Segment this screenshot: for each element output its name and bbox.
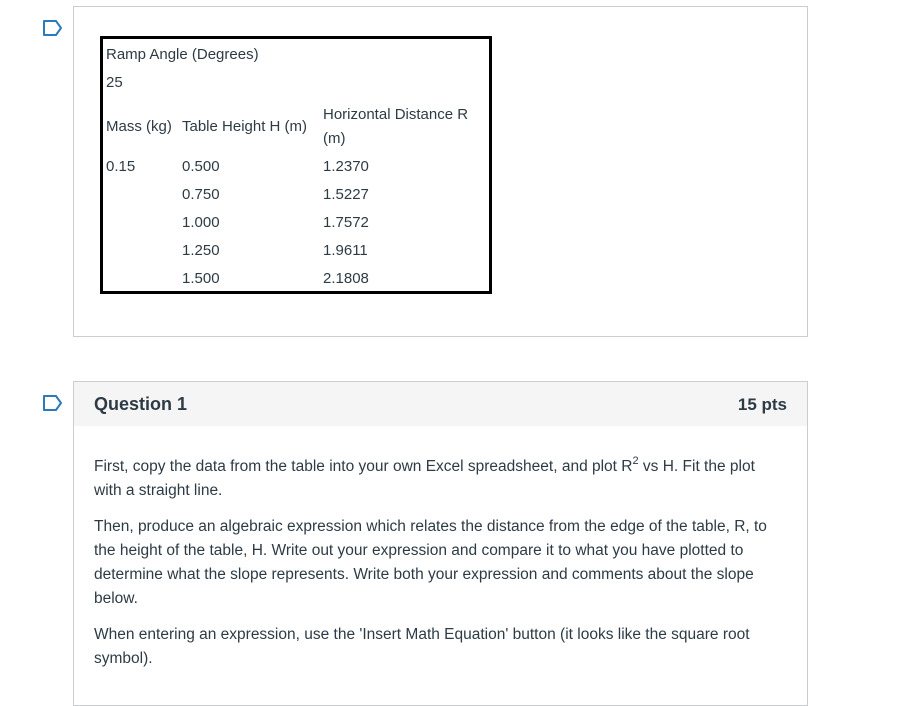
question-text [94,455,774,683]
height-cell: 1.500 [182,270,220,287]
height-cell: 0.500 [182,158,220,175]
column-header-mass: Mass (kg) [106,118,172,135]
ramp-angle-label: Ramp Angle (Degrees) [106,46,259,63]
instruction-paragraph-1 [94,455,774,503]
question-title: Question 1 [94,394,188,414]
distance-cell: 1.7572 [323,214,369,231]
column-header-height: Table Height H (m) [182,118,308,135]
distance-cell: 2.1808 [323,270,369,287]
bookmark-flag-icon[interactable] [42,19,64,37]
question-points: 15 pts [737,395,787,414]
distance-cell: 1.2370 [323,158,369,175]
distance-cell: 1.9611 [323,242,368,259]
instruction-paragraph-2: Then, produce an algebraic expression which relates the distance from the edge of the table, R, to the height of the table, H. Write out your expression and compare it to what you have plotted to determine what the slope represents. Write both your expression and comments about the slope below. [94,518,767,607]
height-column [182,155,220,295]
column-header-distance: Horizontal Distance R (m) [323,106,469,147]
superscript: 2 [632,454,639,467]
bookmark-flag-icon[interactable] [42,394,64,412]
mass-value: 0.15 [106,158,136,175]
instruction-text: First, copy the data from the table into your own Excel spreadsheet, and plot R [94,458,633,475]
distance-column [323,155,369,295]
instruction-paragraph-3: When entering an expression, use the 'Insert Math Equation' button (it looks like the square root symbol). [94,626,750,667]
height-cell: 0.750 [182,186,220,203]
instruction-text: vs H. Fit the plot with a straight line. [94,458,755,499]
question-body [73,426,808,706]
question-header [73,381,808,427]
height-cell: 1.000 [182,214,220,231]
height-cell: 1.250 [182,242,220,259]
text-block-card [73,6,808,337]
ramp-angle-value: 25 [106,74,123,91]
distance-cell: 1.5227 [323,186,369,203]
data-table [100,36,492,294]
